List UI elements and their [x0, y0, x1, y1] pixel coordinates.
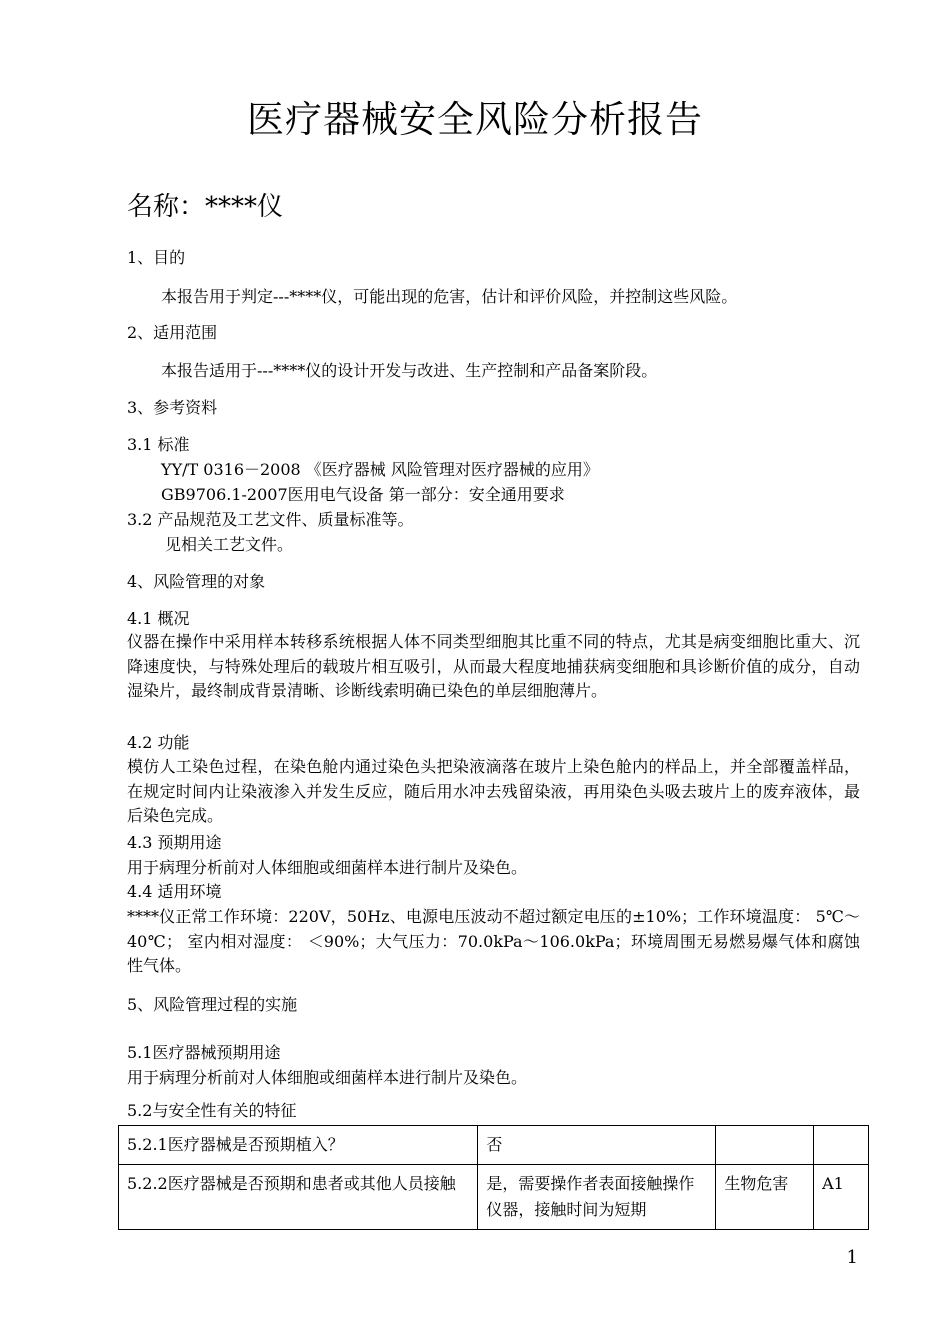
- safety-features-table: [118, 1125, 869, 1230]
- document-title: 医疗器械安全风险分析报告: [247, 98, 703, 141]
- table-cell: [814, 1126, 869, 1165]
- table-cell: 5.2.2医疗器械是否预期和患者或其他人员接触: [119, 1165, 478, 1230]
- section-2-text: 本报告适用于---****仪的设计开发与改进、生产控制和产品备案阶段。: [161, 361, 658, 380]
- table-cell: 否: [478, 1126, 716, 1165]
- section-3-heading: 3、参考资料: [127, 398, 218, 417]
- section-5-1-text: 用于病理分析前对人体细胞或细菌样本进行制片及染色。: [127, 1068, 528, 1087]
- section-4-2-heading: 4.2 功能: [127, 733, 190, 752]
- section-4-4-heading: 4.4 适用环境: [127, 882, 222, 901]
- section-1-text: 本报告用于判定---****仪，可能出现的危害，估计和评价风险，并控制这些风险。: [161, 287, 738, 306]
- standard-item-1: YY/T 0316－2008 《医疗器械 风险管理对医疗器械的应用》: [161, 460, 599, 479]
- section-5-heading: 5、风险管理过程的实施: [127, 995, 298, 1014]
- section-5-2-heading: 5.2与安全性有关的特征: [127, 1101, 297, 1120]
- table-row: [119, 1126, 869, 1165]
- section-3-2-text: 见相关工艺文件。: [165, 535, 294, 554]
- section-5-1-heading: 5.1医疗器械预期用途: [127, 1043, 281, 1062]
- section-4-3-text: 用于病理分析前对人体细胞或细菌样本进行制片及染色。: [127, 858, 528, 877]
- table-row: [119, 1165, 869, 1230]
- section-4-2-text: 模仿人工染色过程，在染色舱内通过染色头把染液滴落在玻片上染色舱内的样品上，并全部覆盖样品，在规定时间内让染液渗入并发生反应，随后用水冲去残留染液，再用染色头吸去玻片上的废弃液体，最后染色完成。: [127, 757, 860, 825]
- section-1-heading: 1、目的: [127, 248, 186, 267]
- section-4-heading: 4、风险管理的对象: [127, 572, 266, 591]
- table-cell: 是，需要操作者表面接触操作仪器，接触时间为短期: [478, 1165, 716, 1230]
- section-4-1-heading: 4.1 概况: [127, 609, 190, 628]
- section-4-3-heading: 4.3 预期用途: [127, 833, 222, 852]
- page-number: 1: [846, 1247, 858, 1268]
- table-cell: 5.2.1医疗器械是否预期植入？: [119, 1126, 478, 1165]
- section-2-heading: 2、适用范围: [127, 323, 218, 342]
- standard-item-2: GB9706.1-2007医用电气设备 第一部分：安全通用要求: [161, 485, 565, 504]
- table-cell: [716, 1126, 814, 1165]
- section-4-1-text: 仪器在操作中采用样本转移系统根据人体不同类型细胞其比重不同的特点，尤其是病变细胞比重大、沉降速度快，与特殊处理后的载玻片相互吸引，从而最大程度地捕获病变细胞和具诊断价值的成分，自动湿染片，最终制成背景清晰、诊断线索明确已染色的单层细胞薄片。: [127, 632, 860, 700]
- section-4-4-text: ****仪正常工作环境：220V，50Hz、电源电压波动不超过额定电压的±10%；工作环境温度： 5℃～40℃； 室内相对湿度： ＜90%；大气压力：70.0kPa～106.0kPa；环境周围无易燃易爆气体和腐蚀性气体。: [127, 907, 860, 975]
- section-3-2-heading: 3.2 产品规范及工艺文件、质量标准等。: [127, 510, 414, 529]
- section-3-1-heading: 3.1 标准: [127, 435, 190, 454]
- table-cell: 生物危害: [716, 1165, 814, 1230]
- table-cell: A1: [814, 1165, 869, 1230]
- product-name: 名称：****仪: [127, 192, 284, 222]
